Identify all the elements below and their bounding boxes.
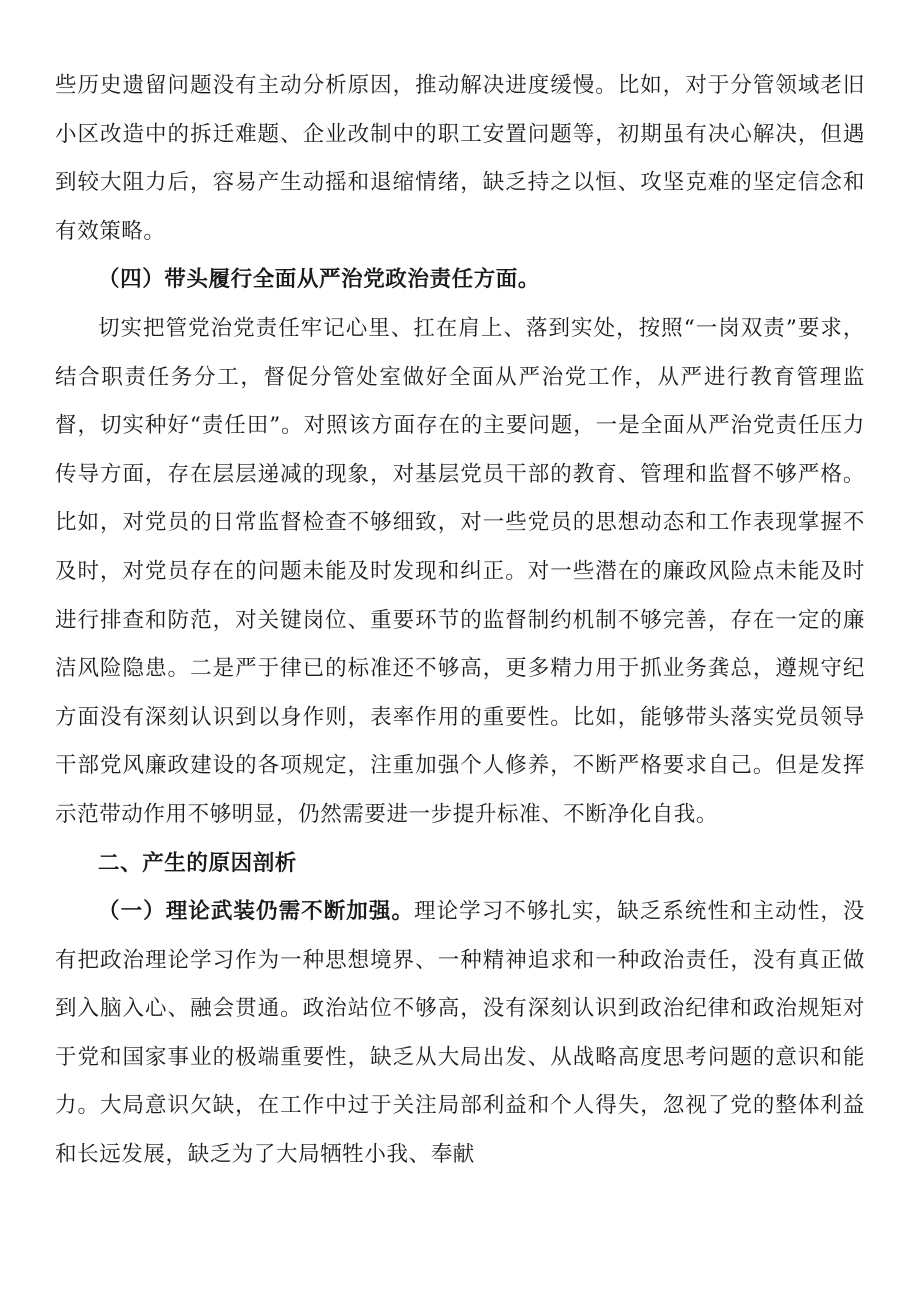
paragraph-theory-lead: （一）理论武装仍需不断加强。 <box>98 899 415 925</box>
section-heading-causes: 二、产生的原因剖析 <box>98 850 297 876</box>
paragraph-continuation: 些历史遗留问题没有主动分析原因，推动解决进度缓慢。比如，对于分管领域老旧小区改造中的拆迁难题、企业改制中的职工安置问题等，初期虽有决心解决，但遇到较大阻力后，容易产生动摇和退缩情绪，缺乏持之以恒、攻坚克难的坚定信念和有效策略。 <box>55 73 865 244</box>
section-heading-4: （四）带头履行全面从严治党政治责任方面。 <box>98 267 541 293</box>
document-body <box>55 62 865 1180</box>
paragraph-theory <box>55 888 865 1180</box>
paragraph-responsibility: 切实把管党治党责任牢记心里、扛在肩上、落到实处，按照“一岗双责”要求，结合职责任务分工，督促分管处室做好全面从严治党工作，从严进行教育管理监督，切实种好“责任田”。对照该方面存在的主要问题，一是全面从严治党责任压力传导方面，存在层层递减的现象，对基层党员干部的教育、管理和监督不够严格。比如，对党员的日常监督检查不够细致，对一些党员的思想动态和工作表现掌握不及时，对党员存在的问题未能及时发现和纠正。对一些潜在的廉政风险点未能及时进行排查和防范，对关键岗位、重要环节的监督制约机制不够完善，存在一定的廉洁风险隐患。二是严于律已的标准还不够高，更多精力用于抓业务龚总，遵规守纪方面没有深刻认识到以身作则，表率作用的重要性。比如，能够带头落实党员领导干部党风廉政建设的各项规定，注重加强个人修养，不断严格要求自己。但是发挥示范带动作用不够明显，仍然需要进一步提升标准、不断净化自我。 <box>55 315 865 827</box>
paragraph-theory-body: 理论学习不够扎实，缺乏系统性和主动性，没有把政治理论学习作为一种思想境界、一种精神追求和一种政治责任，没有真正做到入脑入心、融会贯通。政治站位不够高，没有深刻认识到政治纪律和政治规矩对于党和国家事业的极端重要性，缺乏从大局出发、从战略高度思考问题的意识和能力。大局意识欠缺，在工作中过于关注局部利益和个人得失，忽视了党的整体利益和长远发展，缺乏为了大局牺牲小我、奉献 <box>55 899 865 1168</box>
